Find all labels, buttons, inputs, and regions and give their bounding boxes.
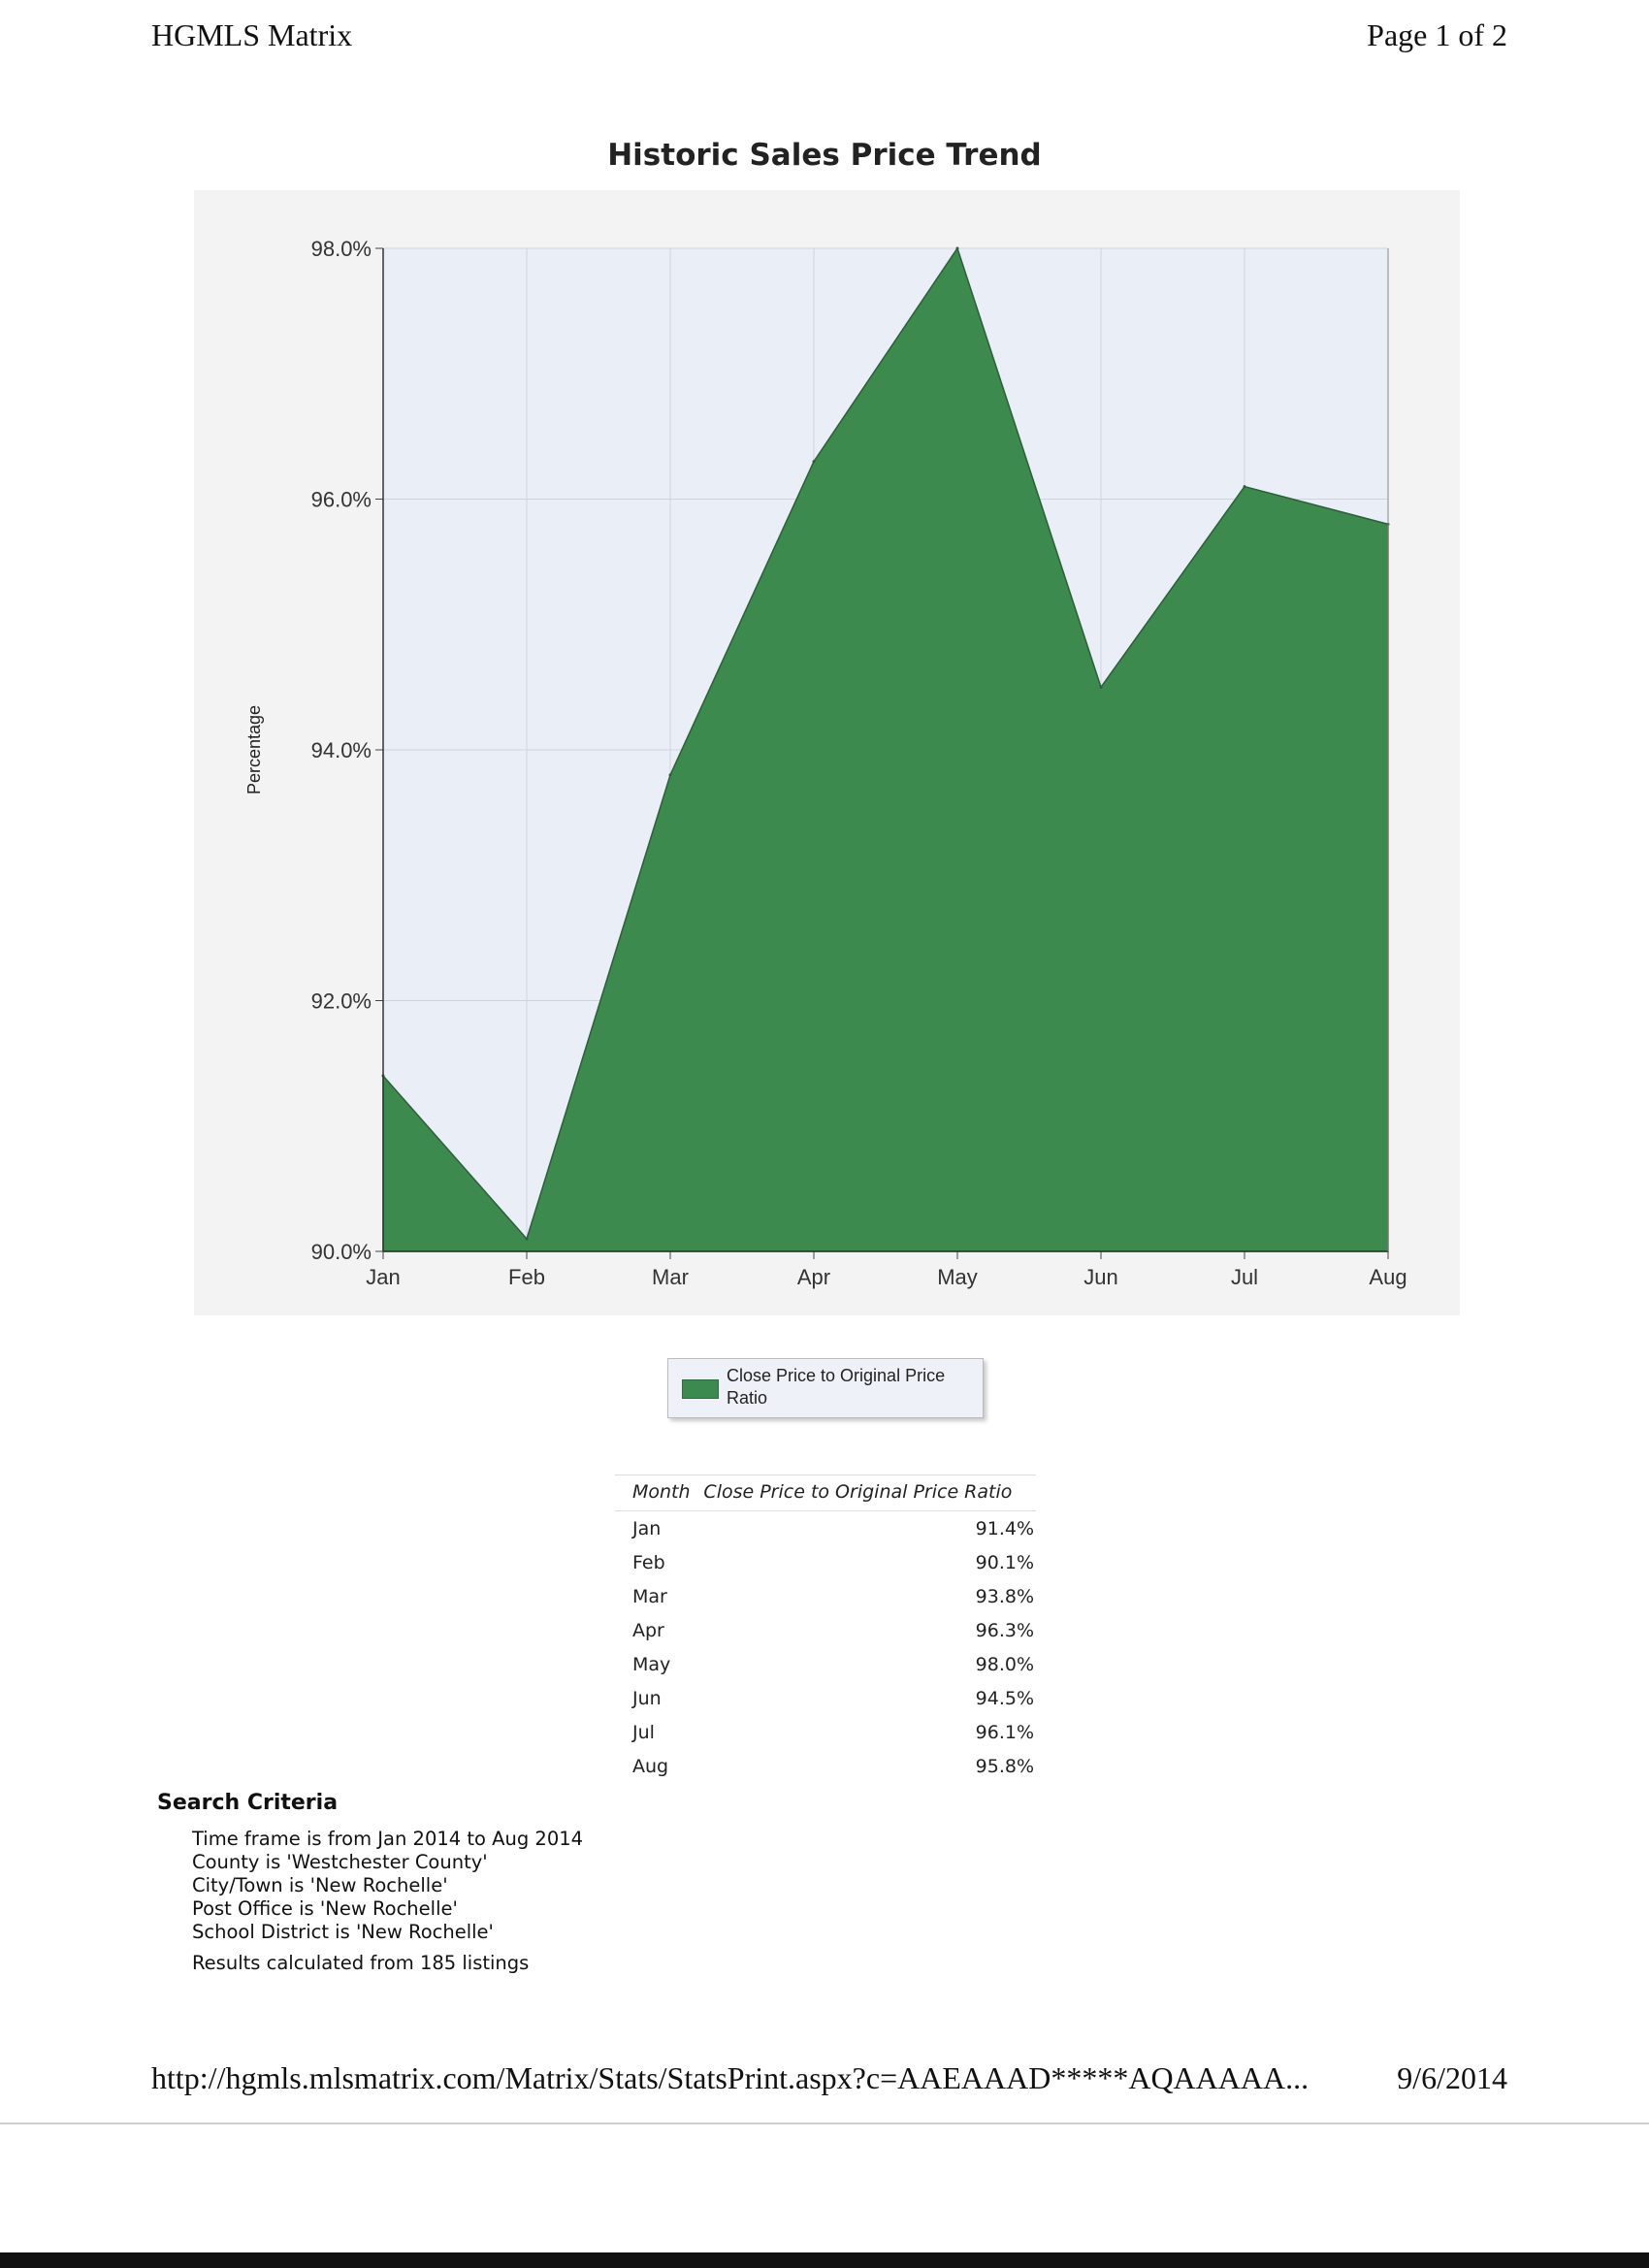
x-tick-label: Mar — [652, 1265, 689, 1289]
x-tick-label: Jan — [366, 1265, 401, 1289]
data-point — [813, 460, 816, 463]
table-cell-month: Jun — [632, 1687, 662, 1709]
table-cell-ratio: 95.8% — [975, 1755, 1034, 1777]
x-tick-label: Jun — [1083, 1265, 1118, 1289]
table-body — [615, 1511, 1036, 1784]
data-point — [956, 247, 959, 250]
x-tick-label: Feb — [508, 1265, 545, 1289]
area-chart — [194, 190, 1460, 1315]
table-cell-month: Aug — [632, 1755, 669, 1777]
table-cell-month: Apr — [632, 1619, 664, 1641]
search-criteria-list — [192, 1828, 583, 1944]
table-cell-ratio: 96.1% — [975, 1721, 1034, 1743]
table-row — [615, 1715, 1036, 1749]
x-tick-label: Jul — [1230, 1265, 1259, 1289]
table-cell-month: May — [632, 1653, 671, 1675]
table-cell-month: Mar — [632, 1585, 667, 1607]
data-point — [1244, 485, 1246, 488]
stats-table — [615, 1474, 1036, 1783]
y-tick-label: 96.0% — [310, 487, 372, 512]
footer-url: http://hgmls.mlsmatrix.com/Matrix/Stats/StatsPrint.aspx?c=AAEAAAD*****AQAAAAA... — [151, 2060, 1310, 2095]
table-cell-ratio: 91.4% — [975, 1517, 1034, 1539]
table-row — [615, 1647, 1036, 1681]
scan-border — [0, 2252, 1649, 2268]
legend-swatch — [682, 1379, 719, 1399]
table-cell-month: Jul — [632, 1721, 655, 1743]
table-row — [615, 1749, 1036, 1783]
data-point — [669, 773, 672, 776]
table-row — [615, 1613, 1036, 1647]
table-row — [615, 1511, 1036, 1546]
criteria-item: Time frame is from Jan 2014 to Aug 2014 — [192, 1828, 584, 1850]
x-tick-label: Aug — [1369, 1265, 1407, 1289]
x-tick-label: Apr — [796, 1265, 831, 1289]
table-cell-month: Jan — [632, 1517, 662, 1539]
y-tick-label: 98.0% — [310, 237, 372, 261]
y-tick-label: 94.0% — [310, 738, 372, 762]
x-tick-labels — [366, 1265, 1406, 1289]
chart-legend — [667, 1358, 984, 1418]
header-page-number: Page 1 of 2 — [1367, 17, 1507, 52]
y-tick-labels — [311, 237, 372, 1264]
footer-date: 9/6/2014 — [1397, 2060, 1507, 2095]
data-point — [1100, 686, 1103, 689]
results-count: Results calculated from 185 listings — [192, 1952, 530, 1974]
legend-label: Close Price to Original Price Ratio — [727, 1366, 946, 1408]
y-tick-label: 92.0% — [310, 988, 372, 1014]
criteria-item: School District is 'New Rochelle' — [192, 1921, 494, 1943]
page-edge — [0, 2122, 1649, 2124]
table-row — [615, 1681, 1036, 1715]
table-header-ratio: Close Price to Original Price Ratio — [695, 1475, 1036, 1511]
table-row — [615, 1545, 1036, 1579]
table-row — [615, 1579, 1036, 1613]
table-cell-month: Feb — [632, 1551, 665, 1573]
search-criteria-title: Search Criteria — [157, 1791, 339, 1815]
header-app-name: HGMLS Matrix — [151, 17, 353, 52]
criteria-item: City/Town is 'New Rochelle' — [192, 1874, 448, 1896]
chart-area — [194, 190, 1460, 1315]
y-axis-label: Percentage — [244, 704, 264, 795]
chart-title: Historic Sales Price Trend — [607, 138, 1042, 173]
table-header-month: Month — [615, 1475, 695, 1511]
table-cell-ratio: 90.1% — [975, 1551, 1034, 1573]
y-tick-label: 90.0% — [310, 1240, 372, 1264]
table-cell-ratio: 93.8% — [975, 1585, 1034, 1607]
criteria-item: County is 'Westchester County' — [192, 1851, 488, 1873]
x-tick-label: May — [937, 1265, 978, 1289]
table-cell-ratio: 96.3% — [975, 1619, 1034, 1641]
table-header-row — [615, 1475, 1036, 1511]
data-point — [526, 1238, 529, 1241]
criteria-item: Post Office is 'New Rochelle' — [192, 1897, 458, 1920]
table-cell-ratio: 98.0% — [975, 1653, 1034, 1675]
table-cell-ratio: 94.5% — [975, 1687, 1034, 1709]
